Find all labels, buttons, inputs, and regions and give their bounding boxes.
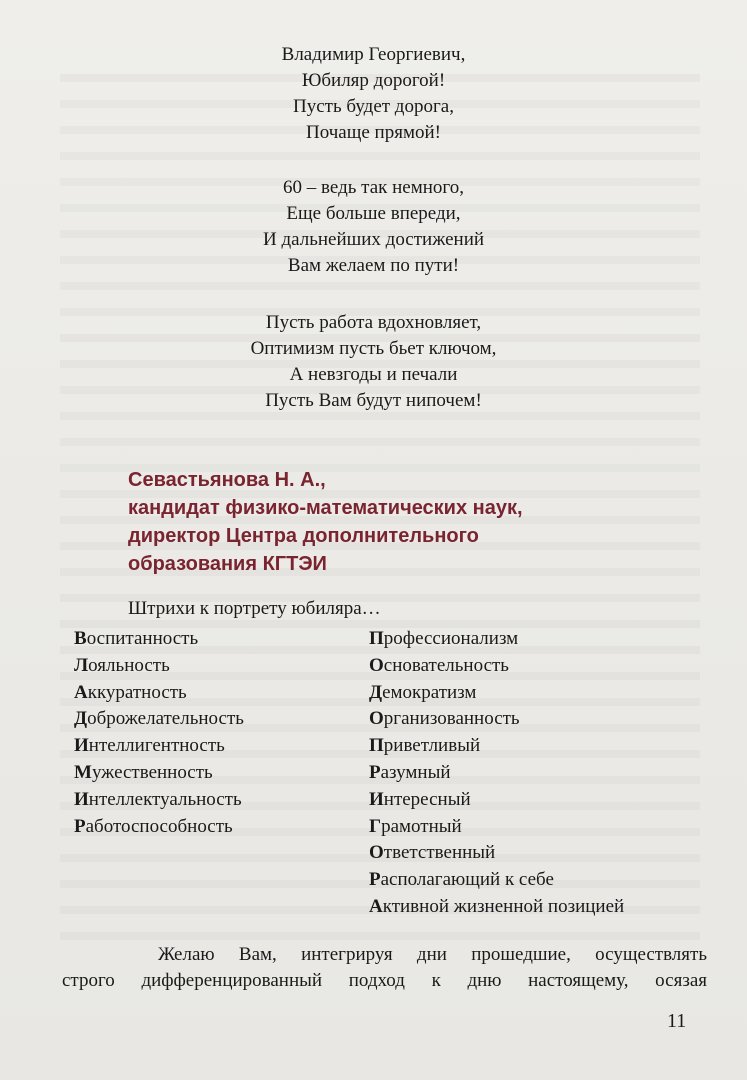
traits-intro: Штрихи к портрету юбиляра…: [128, 598, 381, 619]
author-position: директор Центра дополнительного: [128, 525, 479, 547]
poem-line: Вам желаем по пути!: [287, 255, 460, 276]
poem-line: Оптимизм пусть бьет ключом,: [250, 338, 497, 359]
poem-line: Владимир Георгиевич,: [281, 44, 466, 65]
poem-stanza-1: [0, 42, 747, 146]
poem-line: Пусть будет дорога,: [293, 96, 454, 117]
trait-item: Активной жизненной позицией: [369, 895, 625, 917]
trait-item: Работоспособность: [74, 815, 233, 837]
poem-stanza-2: [0, 175, 747, 279]
trait-item: Основательность: [369, 654, 509, 676]
trait-item: Лояльность: [74, 654, 170, 676]
trait-item: Приветливый: [369, 735, 481, 757]
poem-line: А невзгоды и печали: [289, 364, 458, 385]
page-number: 11: [667, 1010, 687, 1032]
trait-item: Доброжелательность: [74, 708, 244, 730]
trait-item: Грамотный: [369, 815, 462, 837]
traits-left-column: [74, 626, 244, 840]
paragraph-line: строго дифференцированный подход к дню настоящему, осязая: [62, 970, 707, 991]
author-name: Севастьянова Н. А.,: [128, 469, 326, 491]
trait-item: Ответственный: [369, 842, 496, 864]
trait-item: Мужественность: [74, 761, 213, 783]
author-degree: кандидат физико-математических наук,: [128, 497, 523, 519]
poem-stanza-3: [0, 310, 747, 414]
traits-right-column: [369, 626, 624, 921]
poem-line: Еще больше впереди,: [286, 203, 461, 224]
trait-item: Интеллигентность: [74, 735, 225, 757]
trait-item: Профессионализм: [369, 628, 519, 649]
poem-line: Пусть работа вдохновляет,: [265, 312, 482, 333]
trait-item: Располагающий к себе: [369, 869, 554, 891]
trait-item: Воспитанность: [74, 628, 199, 649]
poem-line: Юбиляр дорогой!: [301, 70, 446, 91]
trait-item: Интересный: [369, 788, 471, 810]
trait-item: Разумный: [369, 761, 451, 783]
trait-item: Аккуратность: [74, 681, 187, 703]
poem-line: Почаще прямой!: [306, 122, 441, 143]
author-organization: образования КГТЭИ: [128, 553, 327, 575]
poem-line: Пусть Вам будут нипочем!: [265, 390, 482, 411]
trait-item: Организованность: [369, 708, 520, 730]
trait-item: Интеллектуальность: [74, 788, 242, 810]
closing-paragraph: [62, 942, 707, 994]
poem-line: 60 – ведь так немного,: [283, 177, 464, 198]
paragraph-line: Желаю Вам, интегрируя дни прошедшие, осуществлять: [158, 944, 707, 965]
poem-line: И дальнейших достижений: [262, 229, 485, 250]
trait-item: Демократизм: [369, 681, 477, 703]
author-block: [128, 466, 598, 578]
